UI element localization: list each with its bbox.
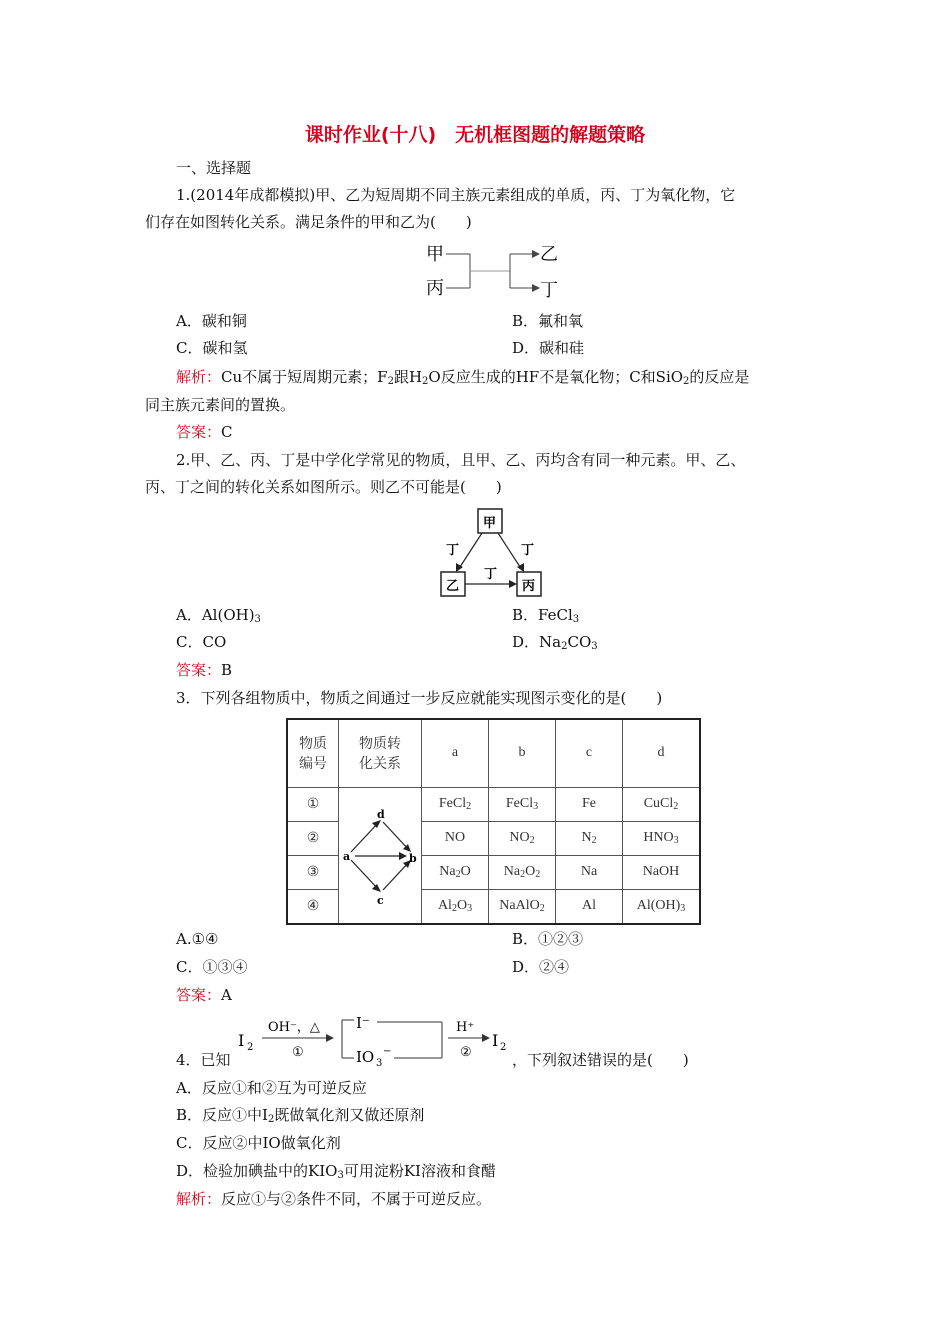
q2-option-d-text-b: CO (567, 633, 592, 651)
q4-prefix: 4．已知 (176, 1051, 231, 1069)
q2-diagram-ding-right: 丁 (521, 543, 535, 558)
cell-sub: 3 (673, 835, 679, 847)
q2-option-d-text: D．Na (512, 633, 562, 651)
q2-answer-value: B (221, 661, 233, 679)
q3-stem: 3．下列各组物质中，物质之间通过一步反应就能实现图示变化的是( ) (176, 689, 663, 707)
cell-c (556, 889, 623, 923)
q2-option-c: C．CO (176, 633, 227, 651)
cell-a (422, 855, 489, 889)
cell-text: Na (439, 864, 456, 880)
scheme-step-2: ② (460, 1045, 472, 1060)
header-cell-c: c (556, 719, 623, 787)
cell-text: Fe (582, 796, 596, 812)
q4-analysis-text: 反应①与②条件不同，不属于可逆反应。 (221, 1190, 492, 1208)
header-text: 编号 (299, 757, 327, 773)
cell-text: Al (437, 898, 452, 914)
q1-sub: 2 (387, 376, 394, 387)
cell-d (623, 889, 701, 923)
cell-text: NaOH (642, 864, 680, 880)
q2-diagram-yi: 乙 (446, 579, 460, 594)
q3-answer (176, 981, 232, 1009)
q4-analysis-label: 解析： (176, 1190, 222, 1208)
cell-sub: 2 (673, 801, 679, 813)
cell-sub: 2 (535, 869, 541, 881)
q3-option-b: B．①②③ (512, 930, 584, 948)
q2-sub: 3 (254, 614, 261, 625)
q4-option-d-text: D．检验加碘盐中的KIO (176, 1162, 338, 1180)
q2-diagram (436, 506, 546, 598)
header-cell-b: b (489, 719, 556, 787)
cell-sub: 2 (529, 835, 535, 847)
q4-sub: 3 (337, 1170, 344, 1181)
q2-diagram-ding-left: 丁 (446, 543, 460, 558)
diagram-label-a: a (343, 849, 351, 863)
q3-option-c: C．①③④ (176, 958, 248, 976)
scheme-iodate: IO (356, 1048, 375, 1066)
cell-text: HNO (643, 830, 674, 846)
q2-sub: 2 (561, 641, 568, 652)
q4-option-d-text-b: 可用淀粉KI溶液和食醋 (343, 1162, 496, 1180)
q1-diagram-yi: 乙 (540, 244, 558, 265)
cell-sub: 3 (680, 903, 686, 915)
cell-text: NO (509, 830, 530, 846)
q3-relation-diagram (339, 788, 421, 918)
table-row (287, 787, 700, 821)
q2-stem-line1: 2.甲、乙、丙、丁是中学化学常见的物质，且甲、乙、丙均含有同一种元素。甲、乙、 (176, 451, 746, 469)
cell-a (422, 821, 489, 855)
q1-answer-label: 答案： (176, 423, 222, 441)
q1-diagram-jia: 甲 (426, 244, 444, 265)
q2-sub: 3 (591, 641, 598, 652)
header-text: 物质转 (359, 737, 401, 753)
q1-stem-line2: 们存在如图转化关系。满足条件的甲和乙为( ) (145, 213, 472, 231)
q1-analysis-text-a: Cu不属于短周期元素；F (221, 368, 388, 386)
cell-b (489, 889, 556, 923)
cell-b (489, 821, 556, 855)
cell-c (556, 855, 623, 889)
q2-answer-label: 答案： (176, 661, 222, 679)
q2-stem-line2: 丙、丁之间的转化关系如图所示。则乙不可能是( ) (145, 478, 502, 496)
header-text: 物质 (299, 737, 327, 753)
q3-answer-value: A (221, 986, 232, 1004)
q1-sub: 2 (422, 376, 429, 387)
cell-a (422, 787, 489, 821)
diagram-label-b: b (409, 851, 417, 865)
header-cell-d: d (623, 719, 701, 787)
header-cell-a: a (422, 719, 489, 787)
row-number: ② (287, 821, 339, 855)
q2-answer (176, 656, 232, 684)
q1-answer (176, 418, 233, 446)
q2-diagram-bing: 丙 (522, 579, 536, 594)
cell-text: Na (503, 864, 521, 880)
q1-analysis-text-c: O反应生成的HF不是氧化物；C和SiO (428, 368, 684, 386)
q1-diagram (420, 238, 570, 302)
row-number: ① (287, 787, 339, 821)
relation-diagram-cell (339, 787, 422, 924)
q4-option-b-text: B．反应①中I (176, 1106, 268, 1124)
scheme-sub: 3 (376, 1058, 383, 1068)
table-header-row (287, 719, 700, 787)
header-cell-relation (339, 719, 422, 787)
cell-text: Al (582, 898, 596, 914)
q2-option-d (512, 628, 598, 661)
cell-d (623, 787, 701, 821)
cell-text: N (581, 830, 592, 846)
scheme-sub: 2 (500, 1042, 507, 1053)
q1-answer-value: C (221, 423, 233, 441)
cell-a (422, 889, 489, 923)
q4-option-a: A．反应①和②互为可逆反应 (176, 1079, 367, 1097)
cell-text: CuCl (643, 796, 674, 812)
scheme-i2-right: I (492, 1031, 499, 1050)
cell-d (623, 855, 701, 889)
cell-c (556, 787, 623, 821)
header-text: 化关系 (359, 757, 401, 773)
cell-text: NaAlO (499, 898, 540, 914)
cell-text: NO (444, 830, 466, 846)
row-number: ③ (287, 855, 339, 889)
q4-option-c: C．反应②中IO做氧化剂 (176, 1134, 341, 1152)
diagram-label-d: d (377, 807, 385, 821)
cell-c (556, 821, 623, 855)
cell-text: O (456, 898, 468, 914)
q2-diagram-jia: 甲 (483, 516, 497, 531)
q1-option-b: B．氟和氧 (512, 312, 584, 330)
cell-d (623, 821, 701, 855)
header-cell-number (287, 719, 339, 787)
q1-sub: 2 (683, 376, 690, 387)
q1-analysis-text-d: 的反应是 (689, 368, 750, 386)
q1-stem-line1: 1.(2014年成都模拟)甲、乙为短周期不同主族元素组成的单质，丙、丁为氧化物，它 (176, 186, 736, 204)
q1-analysis-text-b: 跟H (393, 368, 423, 386)
q3-option-d: D．②④ (512, 958, 570, 976)
scheme-step-1: ① (292, 1045, 304, 1060)
cell-text: FeCl (438, 796, 467, 812)
q4-sub: 2 (267, 1114, 275, 1125)
q1-option-c: C．碳和氢 (176, 339, 248, 357)
q3-option-a: A.①④ (176, 930, 219, 948)
q1-analysis-line2: 同主族元素间的置换。 (145, 396, 296, 414)
q4-suffix: ，下列叙述错误的是( ) (512, 1051, 689, 1069)
scheme-sup: − (383, 1046, 392, 1057)
cell-sub: 2 (455, 869, 461, 881)
cell-b (489, 787, 556, 821)
q2-sub: 3 (572, 614, 580, 625)
cell-text: FeCl (505, 796, 534, 812)
scheme-sub: 2 (247, 1042, 254, 1053)
cell-b (489, 855, 556, 889)
cell-sub: 2 (539, 903, 545, 915)
cell-text: O (460, 864, 471, 880)
cell-sub: 3 (533, 801, 539, 813)
section-heading: 一、选择题 (176, 159, 252, 177)
q2-option-b-text: B．FeCl (512, 606, 573, 624)
q2-option-a-text: A．Al(OH) (176, 606, 255, 624)
q3-table (286, 718, 701, 925)
q4-option-b-text-b: 既做氧化剂又做还原剂 (274, 1106, 425, 1124)
cell-sub: 2 (466, 801, 472, 813)
q4-analysis (176, 1185, 491, 1213)
diagram-label-c: c (377, 893, 384, 907)
q3-answer-label: 答案： (176, 986, 222, 1004)
cell-sub: 2 (591, 835, 597, 847)
page-title: 课时作业(十八) 无机框图题的解题策略 (304, 124, 646, 146)
scheme-condition-2: H⁺ (456, 1020, 475, 1035)
cell-text: Al(OH) (636, 898, 681, 914)
scheme-iodide: I⁻ (356, 1014, 370, 1032)
cell-sub: 2 (520, 869, 526, 881)
cell-sub: 3 (467, 903, 473, 915)
q1-option-a: A．碳和铜 (176, 312, 247, 330)
cell-text: O (525, 864, 536, 880)
cell-sub: 2 (451, 903, 457, 915)
scheme-i2-left: I (238, 1031, 245, 1050)
q2-diagram-ding-bottom: 丁 (484, 567, 498, 582)
q1-option-d: D．碳和硅 (512, 339, 585, 357)
q1-diagram-ding: 丁 (540, 280, 558, 301)
q4-reaction-scheme (232, 1012, 512, 1068)
row-number: ④ (287, 889, 339, 923)
cell-text: Na (580, 864, 598, 880)
q1-analysis-label: 解析： (176, 368, 222, 386)
q1-diagram-bing: 丙 (426, 278, 444, 299)
scheme-condition-1: OH⁻，△ (268, 1020, 320, 1035)
